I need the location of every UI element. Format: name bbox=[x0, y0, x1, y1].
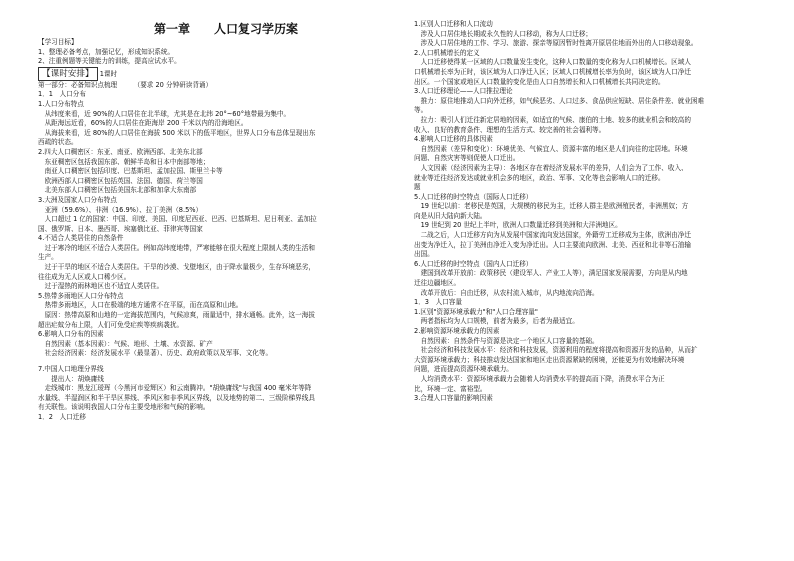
text-line: 欧洲西部人口稠密区包括英国、法国、德国、荷兰等国 bbox=[38, 176, 203, 185]
text-line: 涉及人口居住地长期或永久性的人口移动，称为人口迁移； bbox=[414, 29, 593, 38]
text-line: 3.合理人口容量的影响因素 bbox=[414, 394, 493, 403]
text-line: 水量线、半湿润区和半干旱区界线、季风区和非季风区界线，以及地势的第二、三级阶梯界线具 bbox=[38, 393, 315, 402]
text-line: 6.影响人口分布的因素 bbox=[38, 330, 104, 339]
text-line: 生产。 bbox=[38, 253, 58, 262]
text-line: 社会经济和科技发展水平：经济和科技发展，资源利用的程度将提高和资源开发的品种，从而扩 bbox=[414, 346, 698, 355]
text-line: 1．3 人口容量 bbox=[414, 298, 462, 307]
text-line: 问题，进而提高资源环境承载力。 bbox=[414, 365, 513, 374]
text-line: 问题、自然灾害等则促使人口迁出。 bbox=[414, 154, 520, 163]
text-line: 5.人口迁移的时空特点（国际人口迁移） bbox=[414, 192, 533, 201]
goal-item: 1、整理必备考点，加强记忆，形成知识系统。 bbox=[38, 47, 175, 56]
text-line: 迁往边疆地区。 bbox=[414, 279, 461, 288]
text-line: 7.中国人口地理分界线 bbox=[38, 365, 104, 373]
text-line: 西疏的状态。 bbox=[38, 138, 78, 147]
text-line: 北美东部人口稠密区包括美国东北部和加拿大东南部 bbox=[38, 186, 197, 195]
text-line: 二战之后，人口迁移方向为从发展中国家流向发达国家，外籍劳工迁移成为主体，欧洲由净迁 bbox=[414, 231, 691, 240]
text-line: 社会经济因素：经济发展水平（最显著）、历史、政府政策以及军事、文化等。 bbox=[38, 349, 273, 358]
text-line: 4.不适合人类居住的自然条件 bbox=[38, 234, 124, 243]
part-heading: 第一部分：必备知识点梳理 （要求 20 分钟研读背诵） bbox=[38, 80, 213, 89]
page-title: 第一章 人口复习学历案 bbox=[153, 22, 298, 36]
text-line: 过于寒冷的地区不适合人类居住。例如高纬度地带，严寒能够在很大程度上限制人类的生活和 bbox=[38, 243, 315, 252]
text-line: 过于干旱的地区不适合人类居住。干旱的沙漠、戈壁地区，由于降水量极少，生存环境恶劣， bbox=[38, 263, 315, 272]
text-line: 提出人：胡焕庸线 bbox=[38, 374, 104, 383]
text-line: 19 世纪到 20 世纪上半叶，欧洲人口数量迁移到美洲和大洋洲地区。 bbox=[414, 221, 622, 230]
text-line: 题 bbox=[414, 183, 421, 192]
text-line: 3.人口迁移理论——人口推拉理论 bbox=[414, 87, 513, 96]
text-line: 人口迁移使得某一区域的人口数量发生变化，这种人口数量的变化称为人口机械增长。区域人 bbox=[414, 58, 691, 67]
text-line: 比，环境一定、富裕型。 bbox=[414, 384, 487, 393]
text-line: 热带多雨地区，人口在极端的地方通常不在平原，而在高原和山地。 bbox=[38, 301, 243, 310]
text-line: 涉及人口居住地的工作、学习、旅游、探亲等原因暂时性离开原居住地而外出的人口移动现象。 bbox=[414, 39, 698, 48]
text-line: 1．1 人口分布 bbox=[38, 90, 86, 99]
text-line: 大资源环境承载力；科技推动发达国家和地区走出资源紧缺的困境，还能更为有效地解决环境 bbox=[414, 355, 685, 364]
text-line: 1．2 人口迁移 bbox=[38, 412, 86, 421]
text-line: 自然因素：自然条件与资源是决定一个地区人口容量的基础。 bbox=[414, 336, 599, 345]
text-line: 原因：热带高原和山地的一定海拔范围内，气候凉爽，雨量适中，排水通畅。此外，这一海拔 bbox=[38, 311, 315, 320]
schedule-label: 【课时安排】 bbox=[38, 67, 98, 81]
text-line: 2.四大人口稠密区：东亚、南亚、欧洲西部、北美东北部 bbox=[38, 147, 203, 156]
text-line: 自然因素（基本因素）：气候、地形、土壤、水资源、矿产 bbox=[38, 339, 213, 348]
text-line: 19 世纪以前：老移民是英国，大规模的移民为主，迁移人群主是欧洲殖民者，非洲黑奴；方 bbox=[414, 202, 689, 211]
text-line: 人口超过 1 亿的国家：中国、印度、美国、印度尼西亚、巴西、巴基斯坦、尼日利亚、孟加拉 bbox=[38, 215, 317, 224]
text-line: 1.人口分布特点 bbox=[38, 99, 84, 108]
text-line: 国、俄罗斯、日本、墨西哥、埃塞俄比亚、菲律宾等国家 bbox=[38, 224, 203, 233]
text-line: 东亚稠密区包括我国东部、朝鲜半岛和日本中南部等地； bbox=[38, 157, 210, 166]
goal-heading: 【学习目标】 bbox=[38, 38, 78, 46]
text-line: 建国到改革开放前：政策移民（建设军人、产业工人等），满足国家发展需要，方向是从内地 bbox=[414, 269, 688, 278]
text-line: 出变为净迁入，拉丁美洲由净迁入变为净迁出。人口主要流向欧洲、北美、西亚和北非等石油输 bbox=[414, 240, 691, 249]
text-line: 推力：原住地推动人口向外迁移，如气候恶劣、人口过多、食品供应短缺、居住条件差、就业困难 bbox=[414, 96, 705, 105]
text-line: 出国。 bbox=[414, 250, 434, 259]
left-text-block bbox=[38, 90, 394, 422]
text-line: 往往成为无人区或人口稀少区。 bbox=[38, 272, 131, 281]
text-line: 从纬度来看，近 90%的人口居住在北半球，尤其是在北纬 20°~60°地带最为集中。 bbox=[38, 109, 291, 118]
text-line: 亚洲（59.6%）、非洲（16.9%）、拉丁美洲（8.5%） bbox=[38, 205, 203, 214]
left-column bbox=[38, 20, 394, 423]
text-line: 1.区别"资源环境承载力"和"人口合理容量" bbox=[414, 307, 538, 316]
text-line: 5.热带多雨地区人口分布特点 bbox=[38, 291, 124, 300]
text-line: 口机械增长率为正时，该区域为人口净迁入区；区域人口机械增长率为负时，该区域为人口净迁 bbox=[414, 67, 691, 76]
text-line: 2.影响资源环境承载力的因素 bbox=[414, 327, 500, 335]
right-text-block bbox=[414, 20, 764, 404]
text-line: 从距海远近看，60%的人口居住在距海岸 200 千米以内的沿海地区。 bbox=[38, 119, 248, 128]
schedule-value: 1课时 bbox=[99, 69, 118, 78]
text-line: 就业等迁往经济发达或就业机会多的地区，政治、军事、文化等也会影响人口的迁移。 bbox=[414, 173, 665, 182]
text-line: 向是从旧大陆向新大陆。 bbox=[414, 211, 487, 220]
text-line: 4.影响人口迁移的具体因素 bbox=[414, 135, 493, 144]
text-line: 6.人口迁移的时空特点（国内人口迁移） bbox=[414, 259, 533, 268]
text-line: 拉力：吸引人们迁往新定居地的因素，如适宜的气候、康伯的土地、较多的就业机会和较高的 bbox=[414, 115, 691, 124]
text-line: 走线城市：黑龙江瑷珲（今黑河市爱辉区）和云南腾冲。"胡焕庸线"与我国 400 毫米年等降 bbox=[38, 384, 312, 393]
text-line: 2.人口机械增长的定义 bbox=[414, 48, 480, 57]
text-line: 过于湿热的雨林地区也不适宜人类居住。 bbox=[38, 282, 164, 291]
text-line: 3.大洲及国家人口分布特点 bbox=[38, 195, 117, 204]
goal-item: 2、注重例题等关键能力的训练，提高应试水平。 bbox=[38, 57, 181, 66]
text-line: 1.区别人口迁移和人口流动 bbox=[414, 20, 493, 28]
right-column bbox=[414, 20, 764, 404]
text-line: 收入、良好的教育条件、理想的生活方式、较完善的社会福利等。 bbox=[414, 125, 606, 134]
text-line: 改革开放后：自由迁移，从农村流入城市，从内地流向沿海。 bbox=[414, 288, 599, 297]
text-line: 有关联性。该说明我国人口分布主要受地形和气候的影响。 bbox=[38, 403, 210, 412]
text-line: 自然因素（差异和变化）：环境优美、气候宜人、资源丰富的地区是人们向往的定居地。环境 bbox=[414, 144, 688, 153]
text-line: 南亚人口稠密区包括印度、巴基斯坦、孟加拉国、斯里兰卡等 bbox=[38, 167, 223, 176]
text-line: 出区。一个国家或地区人口数量的变化是由人口自然增长和人口机械增长共同决定的。 bbox=[414, 77, 665, 86]
text-line: 从海拔来看，近 80%的人口居住在海拔 500 米以下的低平地区，世界人口分布总体呈现出东 bbox=[38, 128, 316, 137]
text-line: 人文因素（经济因素为主导）：各地区存在着经济发展水平的差异，人们会为了工作、收入、 bbox=[414, 163, 688, 172]
schedule-row bbox=[38, 67, 394, 81]
text-line: 人均消费水平：资源环境承载力会随着人均消费水平的提高而下降，消费水平合为正 bbox=[414, 374, 665, 383]
text-line: 超出疟蚊分布上限，人们可免受疟疾等疾病袭扰。 bbox=[38, 320, 184, 329]
text-line: 等。 bbox=[414, 106, 428, 115]
text-line: 两者指标均为人口规模，前者为最多，后者为最适宜。 bbox=[414, 317, 579, 326]
